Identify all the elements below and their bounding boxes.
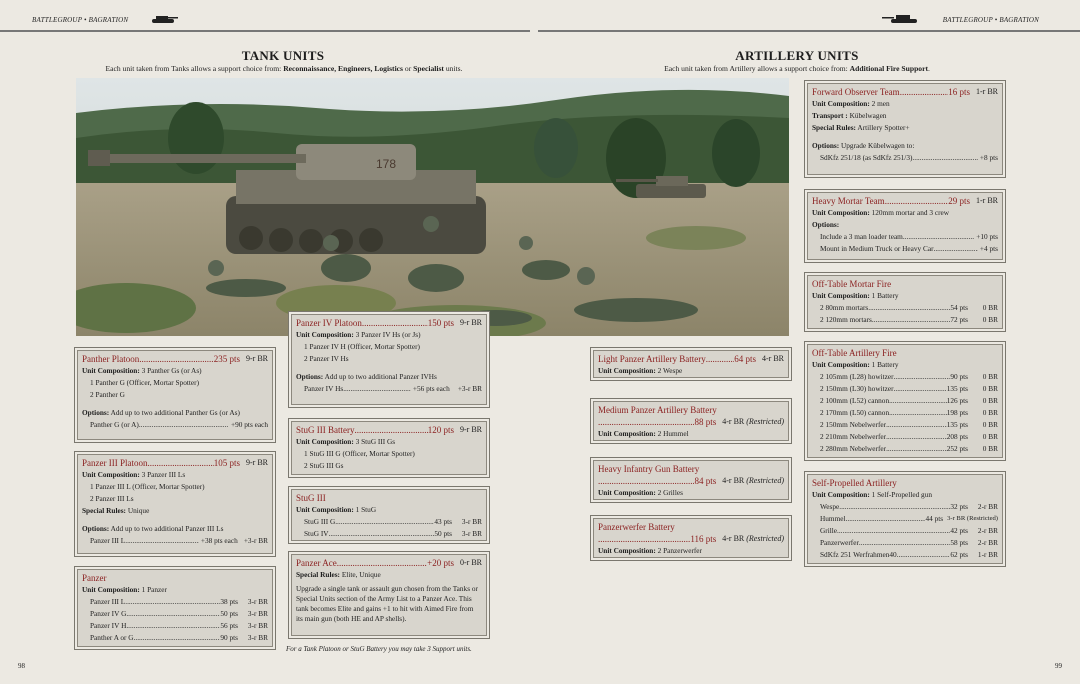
tiger-tank-photo [76,78,789,336]
tank-turret-number: 178 [376,157,397,171]
artillery-units-subtitle: Each unit taken from Artillery allows a support choice from: Additional Fire Support. [664,64,930,73]
heavy-infantry-gun-card: Heavy Infantry Gun Battery ..... 84 pts 4-r BR (Restricted) Unit Composition: 2 Grilles [590,457,792,503]
tank-silhouette-icon [150,12,178,24]
forward-observer-card: Forward Observer Team ..... 16 pts 1-r BR Unit Composition: 2 men Transport : Kübelwagen Special Rules: Artillery Spotter+ Options: Upgrade Kübelwagen to: SdKfz 251/18 (as SdKfz 251/3) ..... +8 pts [804,80,1006,178]
heavy-mortar-card: Heavy Mortar Team ..... 29 pts 1-r BR Unit Composition: 120mm mortar and 3 crew Options: Include a 3 man loader team ..... +10 pts Mount in Medium Truck or Heavy Car ..... +4 pts [804,189,1006,263]
support-footnote: For a Tank Platoon or StuG Battery you may take 3 Support units. [286,645,472,653]
tank-silhouette-icon [882,12,918,24]
artillery-units-title: ARTILLERY UNITS [735,48,859,63]
medium-panzer-artillery-card: Medium Panzer Artillery Battery ..... 88 pts 4-r BR (Restricted) Unit Composition: 2 Hummel [590,398,792,444]
light-panzer-artillery-card: Light Panzer Artillery Battery ..... 64 pts 4-r BR Unit Composition: 2 Wespe [590,347,792,381]
panzer-iii-platoon-card: Panzer III Platoon ..... 105 pts 9-r BR Unit Composition: 3 Panzer III Ls 1 Panzer III L (Officer, Mortar Spotter) 2 Panzer III Ls Special Rules: Unique Options: Add up to two additional Panzer III Ls Panzer III L ..... +38 pts each +3-r BR [74,451,276,557]
running-header-left: BATTLEGROUP • BAGRATION [32,16,129,24]
running-header-right: BATTLEGROUP • BAGRATION [942,16,1039,24]
off-table-mortar-card: Off-Table Mortar Fire Unit Composition: 1 Battery 2 80mm mortars ..... 54 pts 0 BR 2 120mm mortars ..... 72 pts 0 BR [804,272,1006,332]
header-rule-left [0,30,530,32]
tank-units-title: TANK UNITS [241,48,325,63]
self-propelled-artillery-card: Self-Propelled Artillery Unit Composition: 1 Self-Propelled gun Wespe ..... 32 pts 2-r BR Hummel ..... 44 pts 3-r BR (Restricted) Grille ..... 42 pts 2-r BR Panzerwerfer ..... 58 pts 2-r BR SdKfz 251 Werfrahmen40 ..... 62 pts 1-r BR [804,471,1006,567]
off-table-artillery-card: Off-Table Artillery Fire Unit Composition: 1 Battery 2 105mm (L28) howitzer ..... 90 pts 0 BR 2 150mm (L30) howitzer ..... 135 pts 0 BR 2 100mm (L52) cannon ..... 126 pts 0 BR 2 170mm (L50) cannon ..... 198 pts 0 BR 2 150mm Nebelwerfer ..... 135 pts 0 BR 2 210mm Nebelwerfer ..... 208 pts 0 BR 2 280mm Nebelwerfer ..... 252 pts 0 BR [804,341,1006,461]
panzer-iv-platoon-card: Panzer IV Platoon ..... 150 pts 9-r BR Unit Composition: 3 Panzer IV Hs (or Js) 1 Panzer IV H (Officer, Mortar Spotter) 2 Panzer IV Hs Options: Add up to two additional Panzer IVHs Panzer IV Hs ..... +56 pts each +3-r BR [288,311,490,408]
header-rule-right [538,30,1080,32]
panther-platoon-card: Panther Platoon ..... 235 pts 9-r BR Unit Composition: 3 Panther Gs (or As) 1 Panther G (Officer, Mortar Spotter) 2 Panther G Options: Add up to two additional Panther Gs (or As) Panther G (or A) ..... +90 pts each [74,347,276,443]
tank-units-subtitle: Each unit taken from Tanks allows a support choice from: Reconnaissance, Engineers, Logistics or Specialist units. [105,64,463,73]
page-number-left: 98 [18,662,25,670]
unit-title-row: Panther Platoon ..... 235 pts 9-r BR [82,353,268,365]
page-number-right: 99 [1055,662,1062,670]
panzer-ace-card: Panzer Ace ..... +20 pts 0-r BR Special Rules: Elite, Unique Upgrade a single tank or assault gun chosen from the Tanks or Special Units section of the Army List to a Panzer Ace. This tank becomes Elite and gains +1 to hit with Aimed Fire from its main gun (both HE and AP shells). [288,551,490,639]
panzerwerfer-battery-card: Panzerwerfer Battery ..... 116 pts 4-r BR (Restricted) Unit Composition: 2 Panzerwerfer [590,515,792,561]
stug-iii-battery-card: StuG III Battery ..... 120 pts 9-r BR Unit Composition: 3 StuG III Gs 1 StuG III G (Officer, Mortar Spotter) 2 StuG III Gs [288,418,490,478]
panzer-card: Panzer Unit Composition: 1 Panzer Panzer III L ..... 38 pts 3-r BR Panzer IV G ..... 50 pts 3-r BR Panzer IV H ..... 56 pts 3-r BR Panther A or G ..... 90 pts 3-r BR [74,566,276,650]
stug-iii-card: StuG III Unit Composition: 1 StuG StuG III G ..... 43 pts 3-r BR StuG IV ..... 50 pts 3-r BR [288,486,490,544]
